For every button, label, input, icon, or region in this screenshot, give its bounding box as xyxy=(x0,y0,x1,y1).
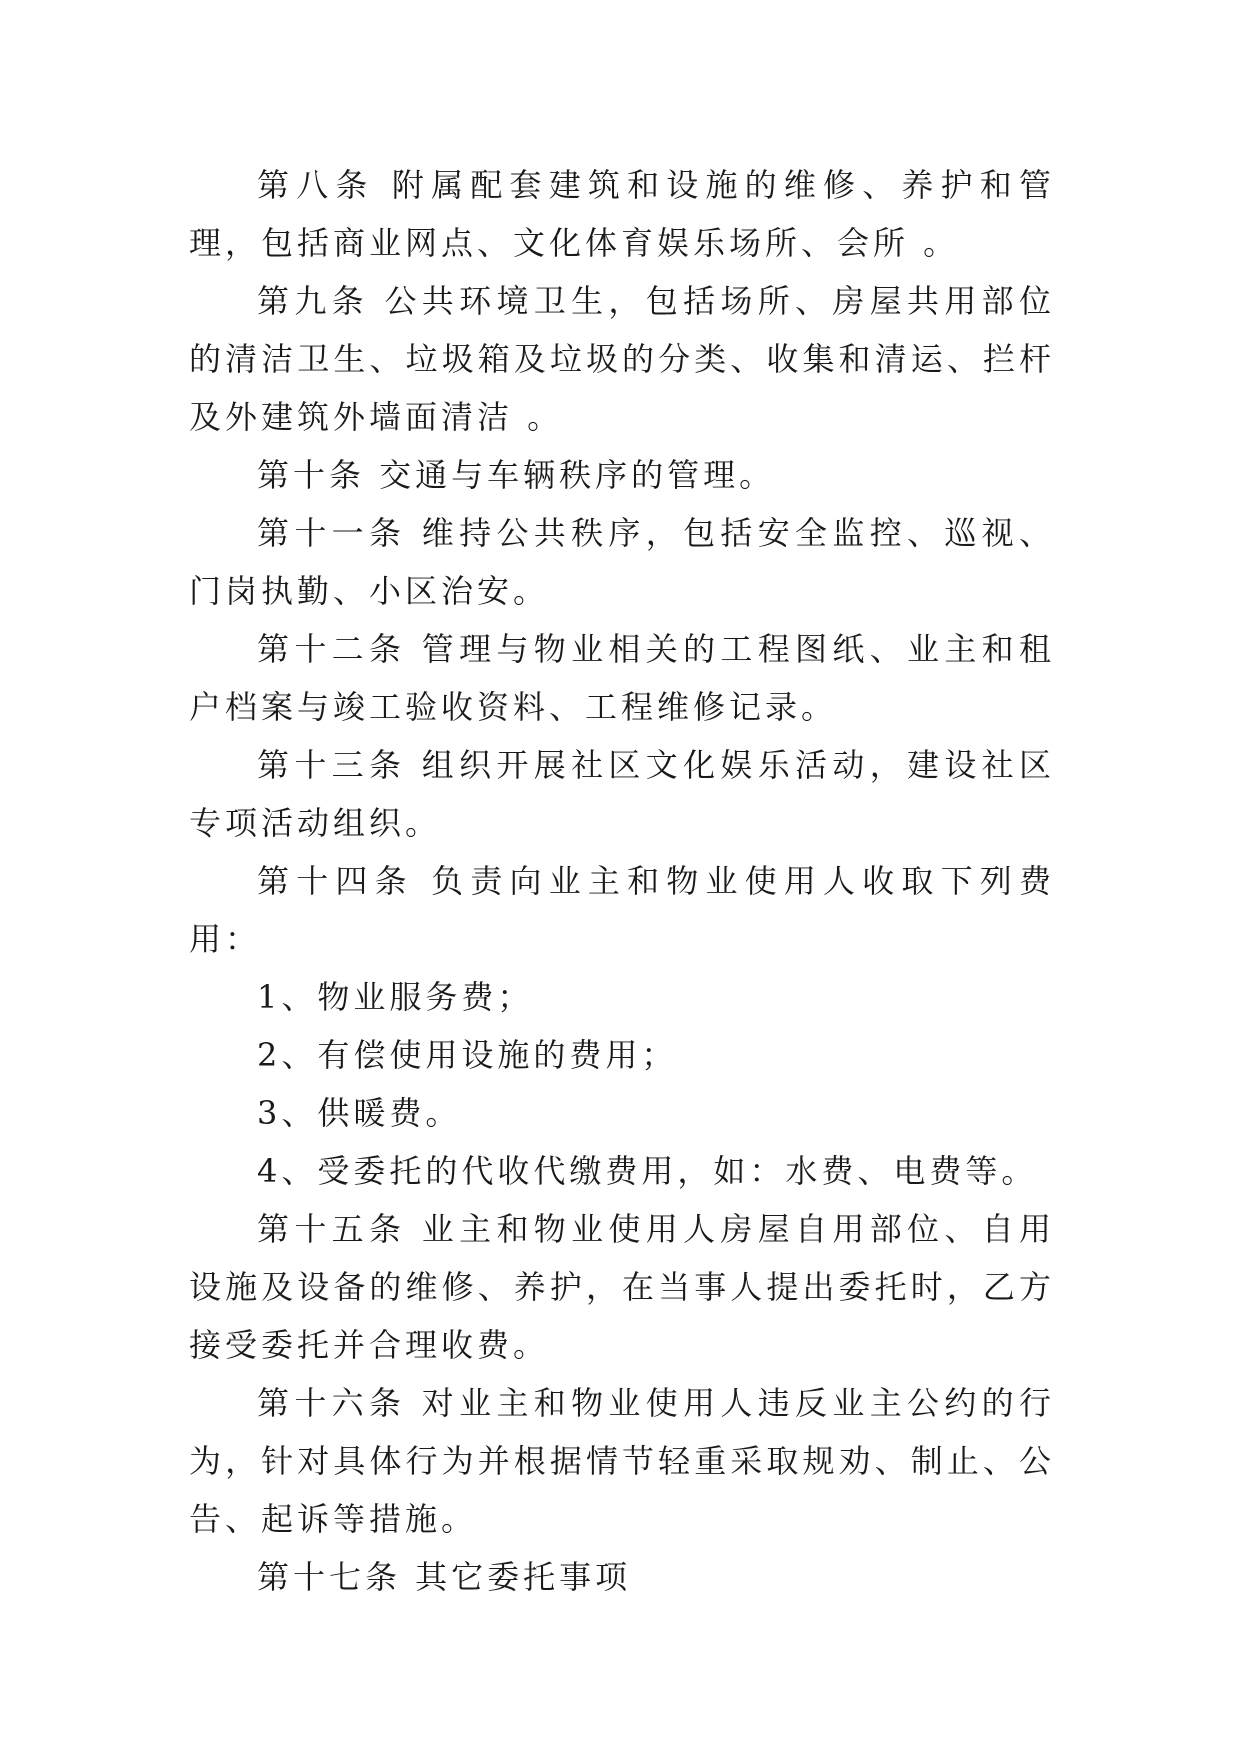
article-17-paragraph: 第十七条 其它委托事项 xyxy=(257,1558,632,1596)
article-15-paragraph: 第十五条 业主和物业使用人房屋自用部位、自用设施及设备的维修、养护，在当事人提出委托时，乙方接受委托并合理收费。 xyxy=(189,1210,1055,1364)
fee-list-item: 2、有偿使用设施的费用； xyxy=(257,1036,678,1074)
article-10-paragraph: 第十条 交通与车辆秩序的管理。 xyxy=(257,456,776,494)
article-14-paragraph: 第十四条 负责向业主和物业使用人收取下列费用： xyxy=(189,862,1055,958)
article-8-paragraph: 第八条 附属配套建筑和设施的维修、养护和管理，包括商业网点、文化体育娱乐场所、会所 。 xyxy=(189,166,1055,262)
article-13-paragraph: 第十三条 组织开展社区文化娱乐活动，建设社区专项活动组织。 xyxy=(189,746,1055,842)
article-11-paragraph: 第十一条 维持公共秩序，包括安全监控、巡视、门岗执勤、小区治安。 xyxy=(189,514,1055,610)
article-9-paragraph: 第九条 公共环境卫生，包括场所、房屋共用部位的清洁卫生、垃圾箱及垃圾的分类、收集和清运、拦杆及外建筑外墙面清洁 。 xyxy=(189,282,1055,436)
article-16-paragraph: 第十六条 对业主和物业使用人违反业主公约的行为，针对具体行为并根据情节轻重采取规劝、制止、公告、起诉等措施。 xyxy=(189,1384,1055,1538)
fee-list-item: 1、物业服务费； xyxy=(257,978,534,1016)
document-body xyxy=(189,156,1055,1606)
fee-list-item: 3、供暖费。 xyxy=(257,1094,462,1132)
article-12-paragraph: 第十二条 管理与物业相关的工程图纸、业主和租户档案与竣工验收资料、工程维修记录。 xyxy=(189,630,1055,726)
fee-list-item: 4、受委托的代收代缴费用，如：水费、电费等。 xyxy=(257,1152,1038,1190)
